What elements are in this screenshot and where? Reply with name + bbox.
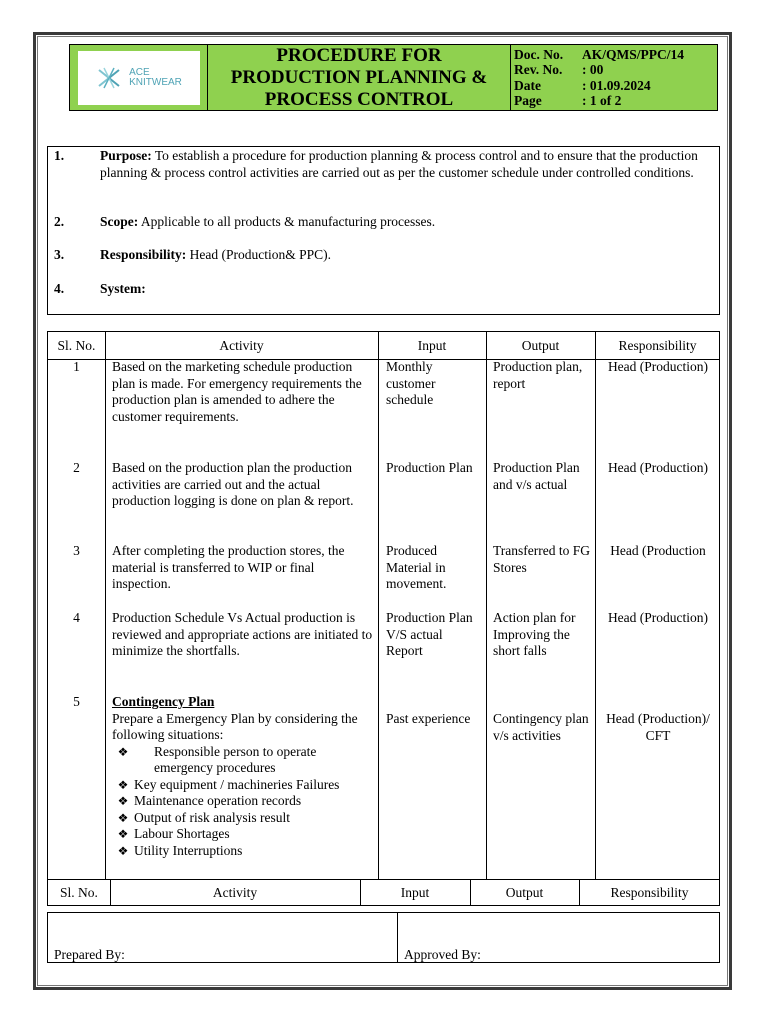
footer-header-responsibility: Responsibility [610, 885, 689, 900]
row-4-sl: 4 [73, 610, 80, 625]
prepared-by-label: Prepared By: [54, 947, 125, 962]
section-text: To establish a procedure for production planning & process control and to ensure that the production planning & process control activities are carried out as per the customer schedule under controlled conditions. [100, 148, 698, 180]
row-1-output: Production plan, report [493, 359, 583, 391]
date-label: Date [514, 77, 541, 93]
approved-by-label: Approved By: [404, 947, 481, 962]
procedure-sections [47, 146, 720, 315]
document-meta [511, 45, 717, 110]
section-text: Head (Production& PPC). [186, 247, 332, 262]
row-2-responsibility: Head (Production) [607, 460, 709, 475]
row-1-input: Monthly customer schedule [386, 359, 436, 407]
diamond-bullet-icon: ❖ [117, 843, 129, 858]
bullet-text: Key equipment / machineries Failures [134, 776, 340, 792]
footer-header-output: Output [505, 885, 544, 900]
contingency-bullet [112, 826, 376, 843]
knit-logo-icon [95, 64, 123, 92]
doc-no-value: AK/QMS/PPC/14 [582, 46, 684, 62]
row-3-sl: 3 [73, 543, 80, 558]
document-title [208, 45, 511, 110]
column-divider [486, 332, 487, 879]
section-number: 1. [54, 148, 65, 163]
row-1-activity: Based on the marketing schedule production plan is made. For emergency requirements the production plan is amended to adhere the customer requirements. [112, 359, 362, 424]
title-line-2: PRODUCTION PLANNING & [230, 66, 488, 88]
row-2-sl: 2 [73, 460, 80, 475]
logo-wordmark [129, 68, 182, 88]
diamond-bullet-icon: ❖ [117, 810, 129, 825]
footer-header-input: Input [400, 885, 430, 900]
title-line-3: PROCESS CONTROL [264, 88, 454, 110]
diamond-bullet-icon: ❖ [117, 794, 129, 808]
section-number: 2. [54, 214, 65, 229]
signature-block [47, 912, 720, 963]
rev-no-value: : 00 [582, 62, 604, 77]
row-5-sl: 5 [73, 694, 80, 709]
section-body [100, 247, 331, 264]
section-label: Scope: [100, 214, 139, 229]
row-1-sl: 1 [73, 359, 80, 374]
section-body [100, 214, 435, 231]
section-number: 4. [54, 281, 65, 296]
signature-divider [397, 913, 398, 962]
procedure-table [47, 331, 720, 880]
page-value: : 1 of 2 [582, 93, 622, 108]
column-divider [105, 332, 106, 879]
date-value: : 01.09.2024 [582, 77, 651, 93]
contingency-bullet [112, 843, 376, 860]
title-line-1: PROCEDURE FOR [276, 44, 442, 66]
doc-no-row [514, 47, 717, 63]
rev-no-label: Rev. No. [514, 62, 563, 77]
section-purpose [54, 148, 714, 181]
bullet-text: Responsible person to operate emergency procedures [154, 743, 317, 775]
section-body [100, 148, 714, 181]
row-5-responsibility: Head (Production)/ CFT [606, 711, 710, 743]
footer-header-activity: Activity [212, 885, 258, 900]
contingency-bullet [112, 810, 376, 827]
row-3-input: Produced Material in movement. [386, 543, 447, 591]
col-header-sl: Sl. No. [57, 338, 96, 353]
row-5-input: Past experience [386, 711, 471, 726]
row-2-input: Production Plan [386, 460, 473, 475]
contingency-bullet [112, 793, 376, 810]
document-header [69, 44, 718, 111]
section-scope [54, 214, 714, 231]
contingency-heading: Contingency Plan [112, 694, 215, 709]
row-3-activity: After completing the production stores, the material is transferred to WIP or final inspection. [112, 543, 345, 591]
date-row [514, 78, 717, 94]
column-divider [595, 332, 596, 879]
contingency-bullet [112, 744, 376, 777]
page-label: Page [514, 93, 542, 108]
contingency-intro: Prepare a Emergency Plan by considering the following situations: [112, 710, 358, 742]
column-divider [378, 332, 379, 879]
section-number: 3. [54, 247, 65, 262]
section-responsibility [54, 247, 714, 264]
row-1-responsibility: Head (Production) [607, 359, 709, 374]
col-header-input: Input [417, 338, 447, 353]
company-logo [78, 51, 200, 105]
row-3-output: Transferred to FG Stores [493, 543, 590, 575]
row-5-output: Contingency plan v/s activities [493, 711, 589, 743]
logo-cell [70, 45, 208, 110]
page-row [514, 93, 717, 109]
diamond-bullet-icon: ❖ [117, 827, 129, 841]
bullet-text: Maintenance operation records [134, 793, 302, 808]
section-label: System: [100, 281, 146, 296]
contingency-bullet [112, 777, 376, 794]
row-4-output: Action plan for Improving the short falls [493, 610, 576, 658]
col-header-activity: Activity [219, 338, 264, 353]
row-2-output: Production Plan and v/s actual [493, 460, 580, 492]
bullet-text: Utility Interruptions [134, 842, 243, 858]
rev-no-row [514, 62, 717, 78]
repeated-header-row [47, 879, 720, 906]
row-5-activity [112, 694, 376, 859]
logo-line-2: KNITWEAR [129, 76, 182, 88]
row-4-activity: Production Schedule Vs Actual production is reviewed and appropriate actions are initiated to minimize the shortfalls. [112, 610, 373, 658]
row-2-activity: Based on the production plan the production activities are carried out and the actual production logging is done on plan & report. [112, 460, 354, 508]
col-header-responsibility: Responsibility [618, 338, 697, 353]
section-text: Applicable to all products & manufacturing processes. [138, 214, 436, 229]
diamond-bullet-icon: ❖ [117, 777, 129, 792]
row-4-input: Production Plan V/S actual Report [386, 610, 473, 658]
bullet-text: Output of risk analysis result [134, 809, 290, 825]
section-label: Responsibility: [100, 247, 187, 262]
row-3-responsibility: Head (Production [610, 543, 706, 558]
footer-header-sl: Sl. No. [60, 885, 98, 900]
section-body [100, 281, 146, 298]
section-label: Purpose: [100, 148, 152, 163]
row-4-responsibility: Head (Production) [607, 610, 709, 625]
bullet-text: Labour Shortages [134, 826, 230, 841]
section-system [54, 281, 714, 298]
col-header-output: Output [521, 338, 560, 353]
doc-no-label: Doc. No. [514, 46, 564, 62]
diamond-bullet-icon: ❖ [117, 744, 129, 759]
logo-line-1: ACE [129, 66, 150, 78]
